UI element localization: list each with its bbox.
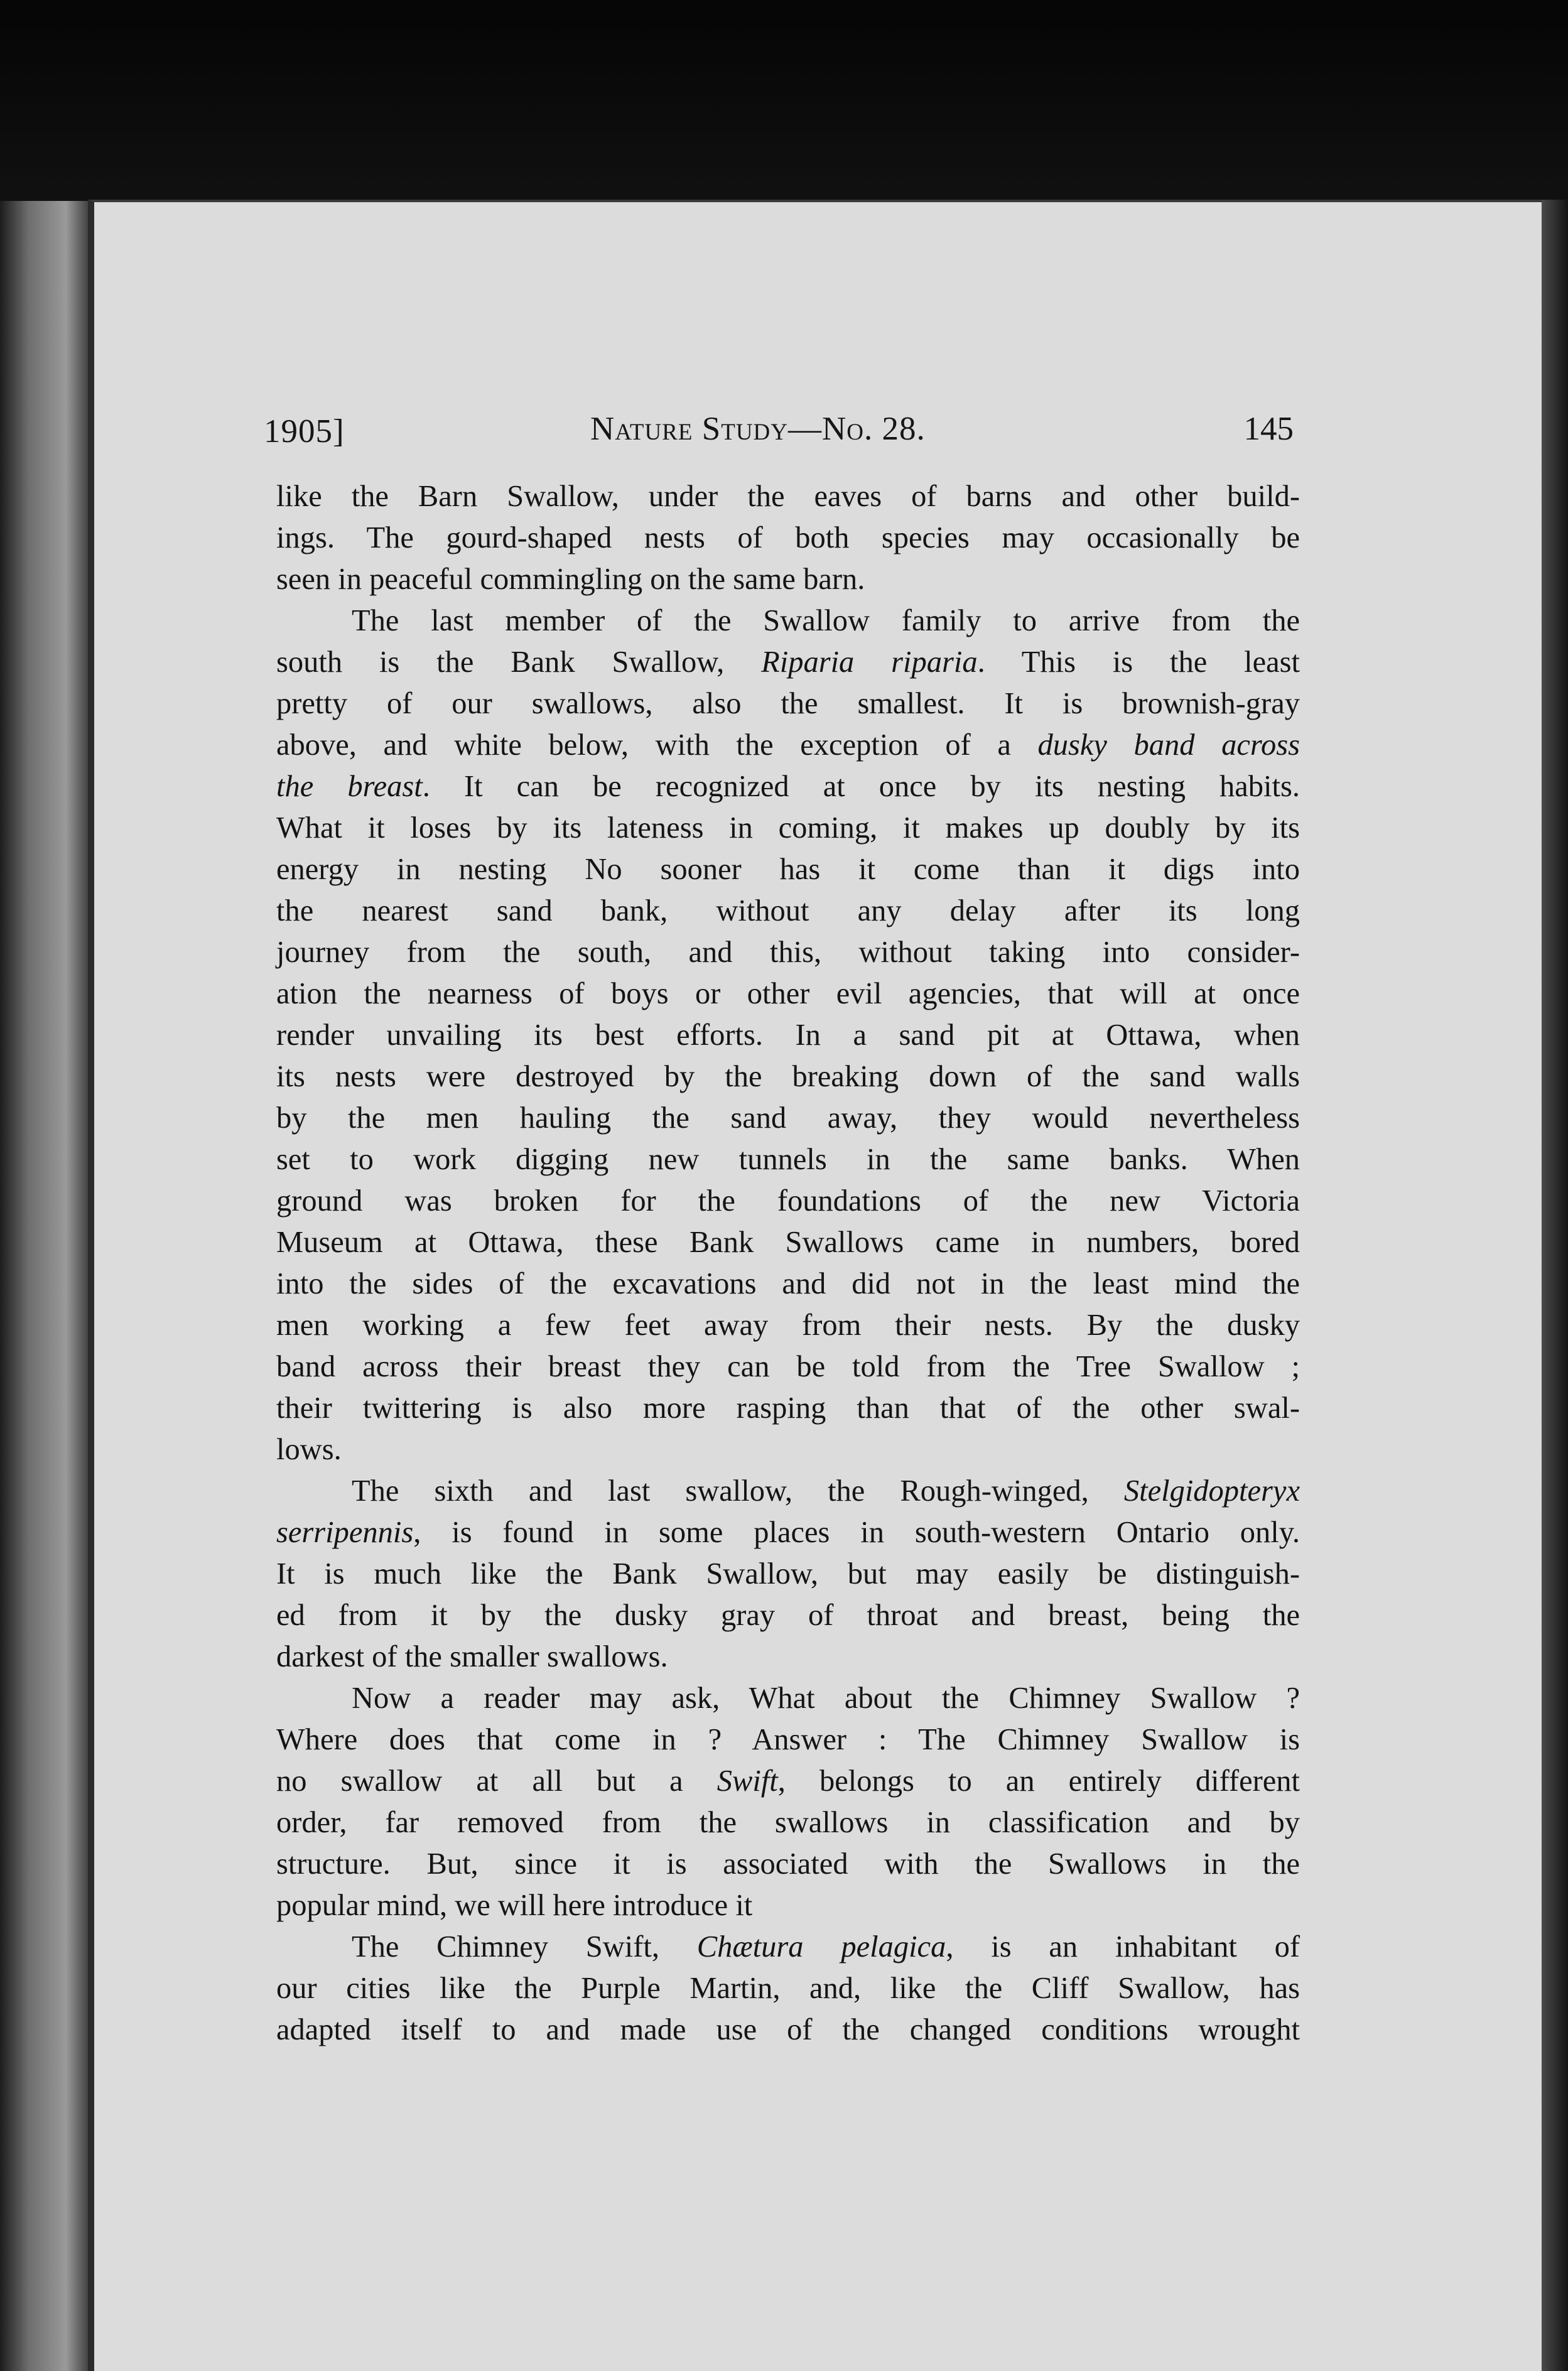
page-number: 145 [1243,411,1294,447]
header-title: Nature Study—No. 28. [590,411,926,447]
text-segment: above, and white below, with the exception of a [276,728,1038,762]
italic-term: Riparia riparia [761,645,978,679]
body-text [276,476,1300,2051]
italic-term: Swift [716,1764,778,1798]
text-line: men working a few feet away from their nests. By the dusky [276,1309,1300,1342]
italic-term: Stelgidopteryx [1123,1474,1300,1508]
text-line: band across their breast they can be told from the Tree Swallow ; [276,1350,1300,1383]
text-line: ings. The gourd-shaped nests of both species may occasionally be [276,521,1300,554]
text-segment: The Chimney Swift, [352,1930,697,1963]
text-line: its nests were destroyed by the breaking down of the sand walls [276,1060,1300,1093]
text-line: by the men hauling the sand away, they would nevertheless [276,1101,1300,1135]
text-line: structure. But, since it is associated with the Swallows in the [276,1847,1300,1881]
text-segment: , is found in some places in south-western Ontario only. [413,1516,1300,1549]
text-line: lows. [276,1433,342,1466]
text-segment: . This is the least [977,645,1300,679]
text-line: the nearest sand bank, without any delay after its long [276,894,1300,927]
italic-term: the breast [276,770,423,803]
text-line: energy in nesting No sooner has it come than it digs into [276,853,1300,886]
text-line: set to work digging new tunnels in the same banks. When [276,1143,1300,1176]
text-line: seen in peaceful commingling on the same barn. [276,563,865,596]
text-line [276,1761,1300,1802]
text-line: render unvailing its best efforts. In a sand pit at Ottawa, when [276,1018,1300,1052]
text-line: order, far removed from the swallows in classification and by [276,1806,1300,1839]
text-line [276,1926,1300,1968]
text-line: Where does that come in ? Answer : The Chimney Swallow is [276,1723,1300,1756]
text-segment: , belongs to an entirely different [777,1764,1300,1798]
text-line: popular mind, we will here introduce it [276,1889,753,1922]
text-line: adapted itself to and made use of the changed conditions wrought [276,2013,1300,2046]
text-line: journey from the south, and this, without taking into consider- [276,936,1300,969]
text-line: darkest of the smaller swallows. [276,1640,668,1673]
text-line [276,766,1300,807]
previous-page-edge [0,201,94,2371]
text-segment: The sixth and last swallow, the Rough-winged, [352,1474,1124,1508]
text-line: What it loses by its lateness in coming, it makes up doubly by its [276,811,1300,845]
text-segment: no swallow at all but a [276,1764,717,1798]
text-line [276,1471,1300,1512]
text-line: Now a reader may ask, What about the Chimney Swallow ? [352,1682,1300,1715]
text-line [276,642,1300,683]
running-header [264,405,1294,462]
text-line: into the sides of the excavations and did not in the least mind the [276,1267,1300,1300]
text-line: Museum at Ottawa, these Bank Swallows came in numbers, bored [276,1226,1300,1259]
italic-term: dusky band across [1037,728,1300,762]
page-shadow-edge [1542,200,1568,2371]
text-line: ed from it by the dusky gray of throat and breast, being the [276,1599,1300,1632]
text-line: ation the nearness of boys or other evil agencies, that will at once [276,977,1300,1010]
text-line: The last member of the Swallow family to arrive from the [352,604,1300,637]
text-line [276,725,1300,766]
text-line: their twittering is also more rasping than that of the other swal- [276,1391,1300,1425]
text-line: ground was broken for the foundations of the new Victoria [276,1184,1300,1218]
text-line: like the Barn Swallow, under the eaves of barns and other build- [276,480,1300,513]
text-segment: south is the Bank Swallow, [276,645,762,679]
scan-background [0,0,1568,207]
text-line [276,1512,1300,1553]
text-line: pretty of our swallows, also the smallest. It is brownish-gray [276,687,1300,720]
text-line: It is much like the Bank Swallow, but may easily be distinguish- [276,1557,1300,1591]
text-segment: . It can be recognized at once by its nesting habits. [422,770,1300,803]
italic-term: serripennis [276,1516,414,1549]
text-segment: , is an inhabitant of [946,1930,1300,1963]
header-year: 1905] [264,413,345,450]
italic-term: Chætura pelagica [696,1930,946,1963]
text-line: our cities like the Purple Martin, and, like the Cliff Swallow, has [276,1972,1300,2005]
